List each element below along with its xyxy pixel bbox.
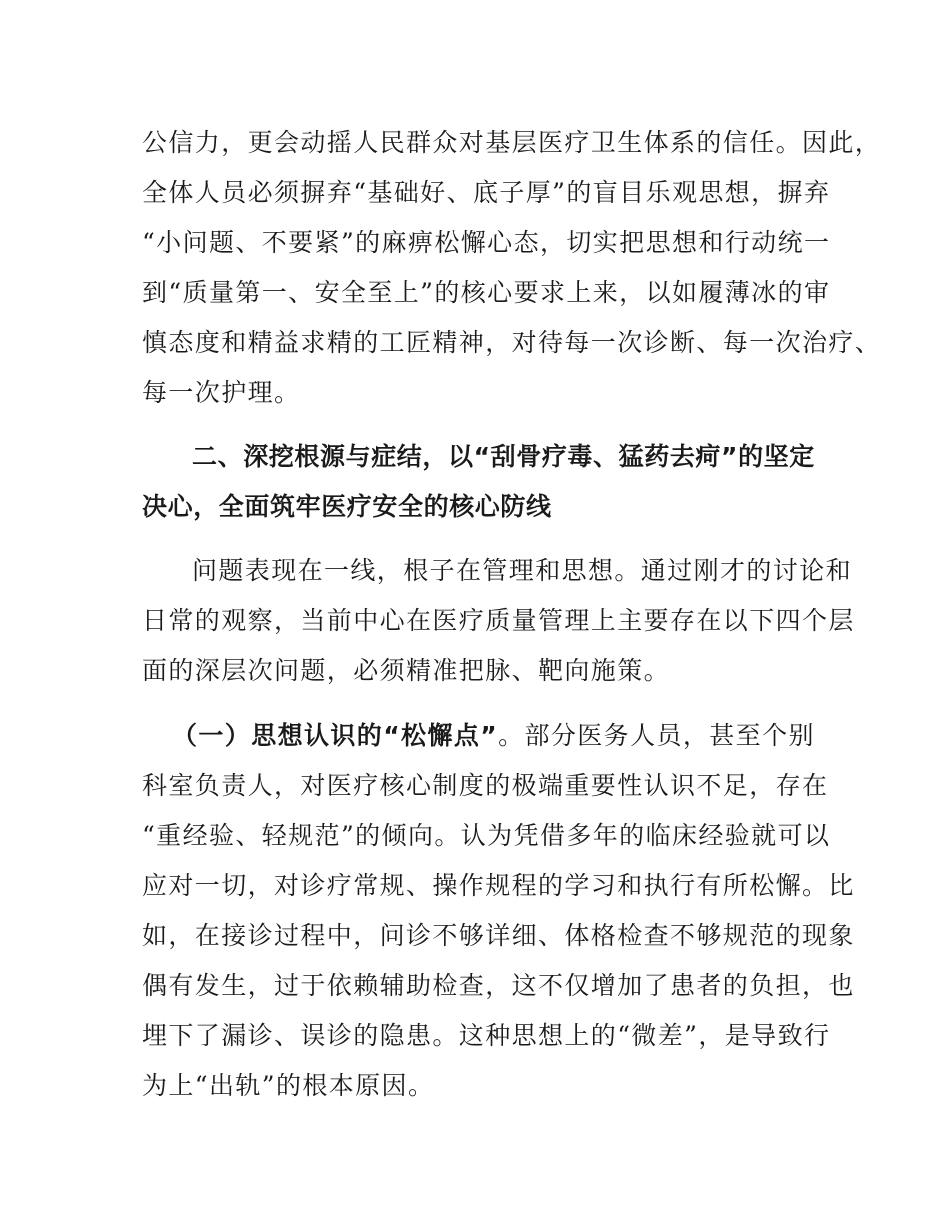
paragraph-1-line-6: 每一次护理。	[142, 378, 301, 407]
paragraph-3-line-3: “重经验、轻规范”的倾向。认为凭借多年的临床经验就可以	[142, 821, 831, 850]
paragraph-3-line-5: 如，在接诊过程中，问诊不够详细、体格检查不够规范的现象	[142, 921, 855, 950]
paragraph-3-lead-rest: 。部分医务人员，甚至个别	[498, 721, 815, 750]
paragraph-3-line-8: 为上“出轨”的根本原因。	[142, 1071, 435, 1100]
paragraph-3-line-4: 应对一切，对诊疗常规、操作规程的学习和执行有所松懈。比	[142, 871, 855, 900]
section-2-heading-line-2: 决心，全面筑牢医疗安全的核心防线	[142, 492, 552, 521]
paragraph-2-line-1: 问题表现在一线，根子在管理和思想。通过刚才的讨论和	[192, 556, 853, 585]
paragraph-1-line-4: 到“质量第一、安全至上”的核心要求上来，以如履薄冰的审	[142, 278, 831, 307]
paragraph-2-line-3: 面的深层次问题，必须精准把脉、靶向施策。	[142, 656, 671, 685]
subsection-1-title: （一）思想认识的“松懈点”	[172, 721, 499, 750]
paragraph-3-line-6: 偶有发生，过于依赖辅助检查，这不仅增加了患者的负担，也	[142, 971, 855, 1000]
paragraph-3-line-7: 埋下了漏诊、误诊的隐患。这种思想上的“微差”，是导致行	[142, 1021, 831, 1050]
paragraph-3-line-1	[172, 721, 872, 751]
paragraph-1-line-1: 公信力，更会动摇人民群众对基层医疗卫生体系的信任。因此，	[142, 128, 882, 157]
paragraph-3-line-2: 科室负责人，对医疗核心制度的极端重要性认识不足，存在	[142, 771, 829, 800]
paragraph-2-line-2: 日常的观察，当前中心在医疗质量管理上主要存在以下四个层	[142, 606, 855, 635]
paragraph-1-line-2: 全体人员必须摒弃“基础好、底子厚”的盲目乐观思想，摒弃	[142, 178, 831, 207]
section-2-heading-line-1: 二、深挖根源与症结，以“刮骨疗毒、猛药去疴”的坚定	[192, 442, 815, 471]
paragraph-1-line-3: “小问题、不要紧”的麻痹松懈心态，切实把思想和行动统一	[142, 228, 831, 257]
paragraph-1-line-5: 慎态度和精益求精的工匠精神，对待每一次诊断、每一次治疗、	[142, 328, 882, 357]
